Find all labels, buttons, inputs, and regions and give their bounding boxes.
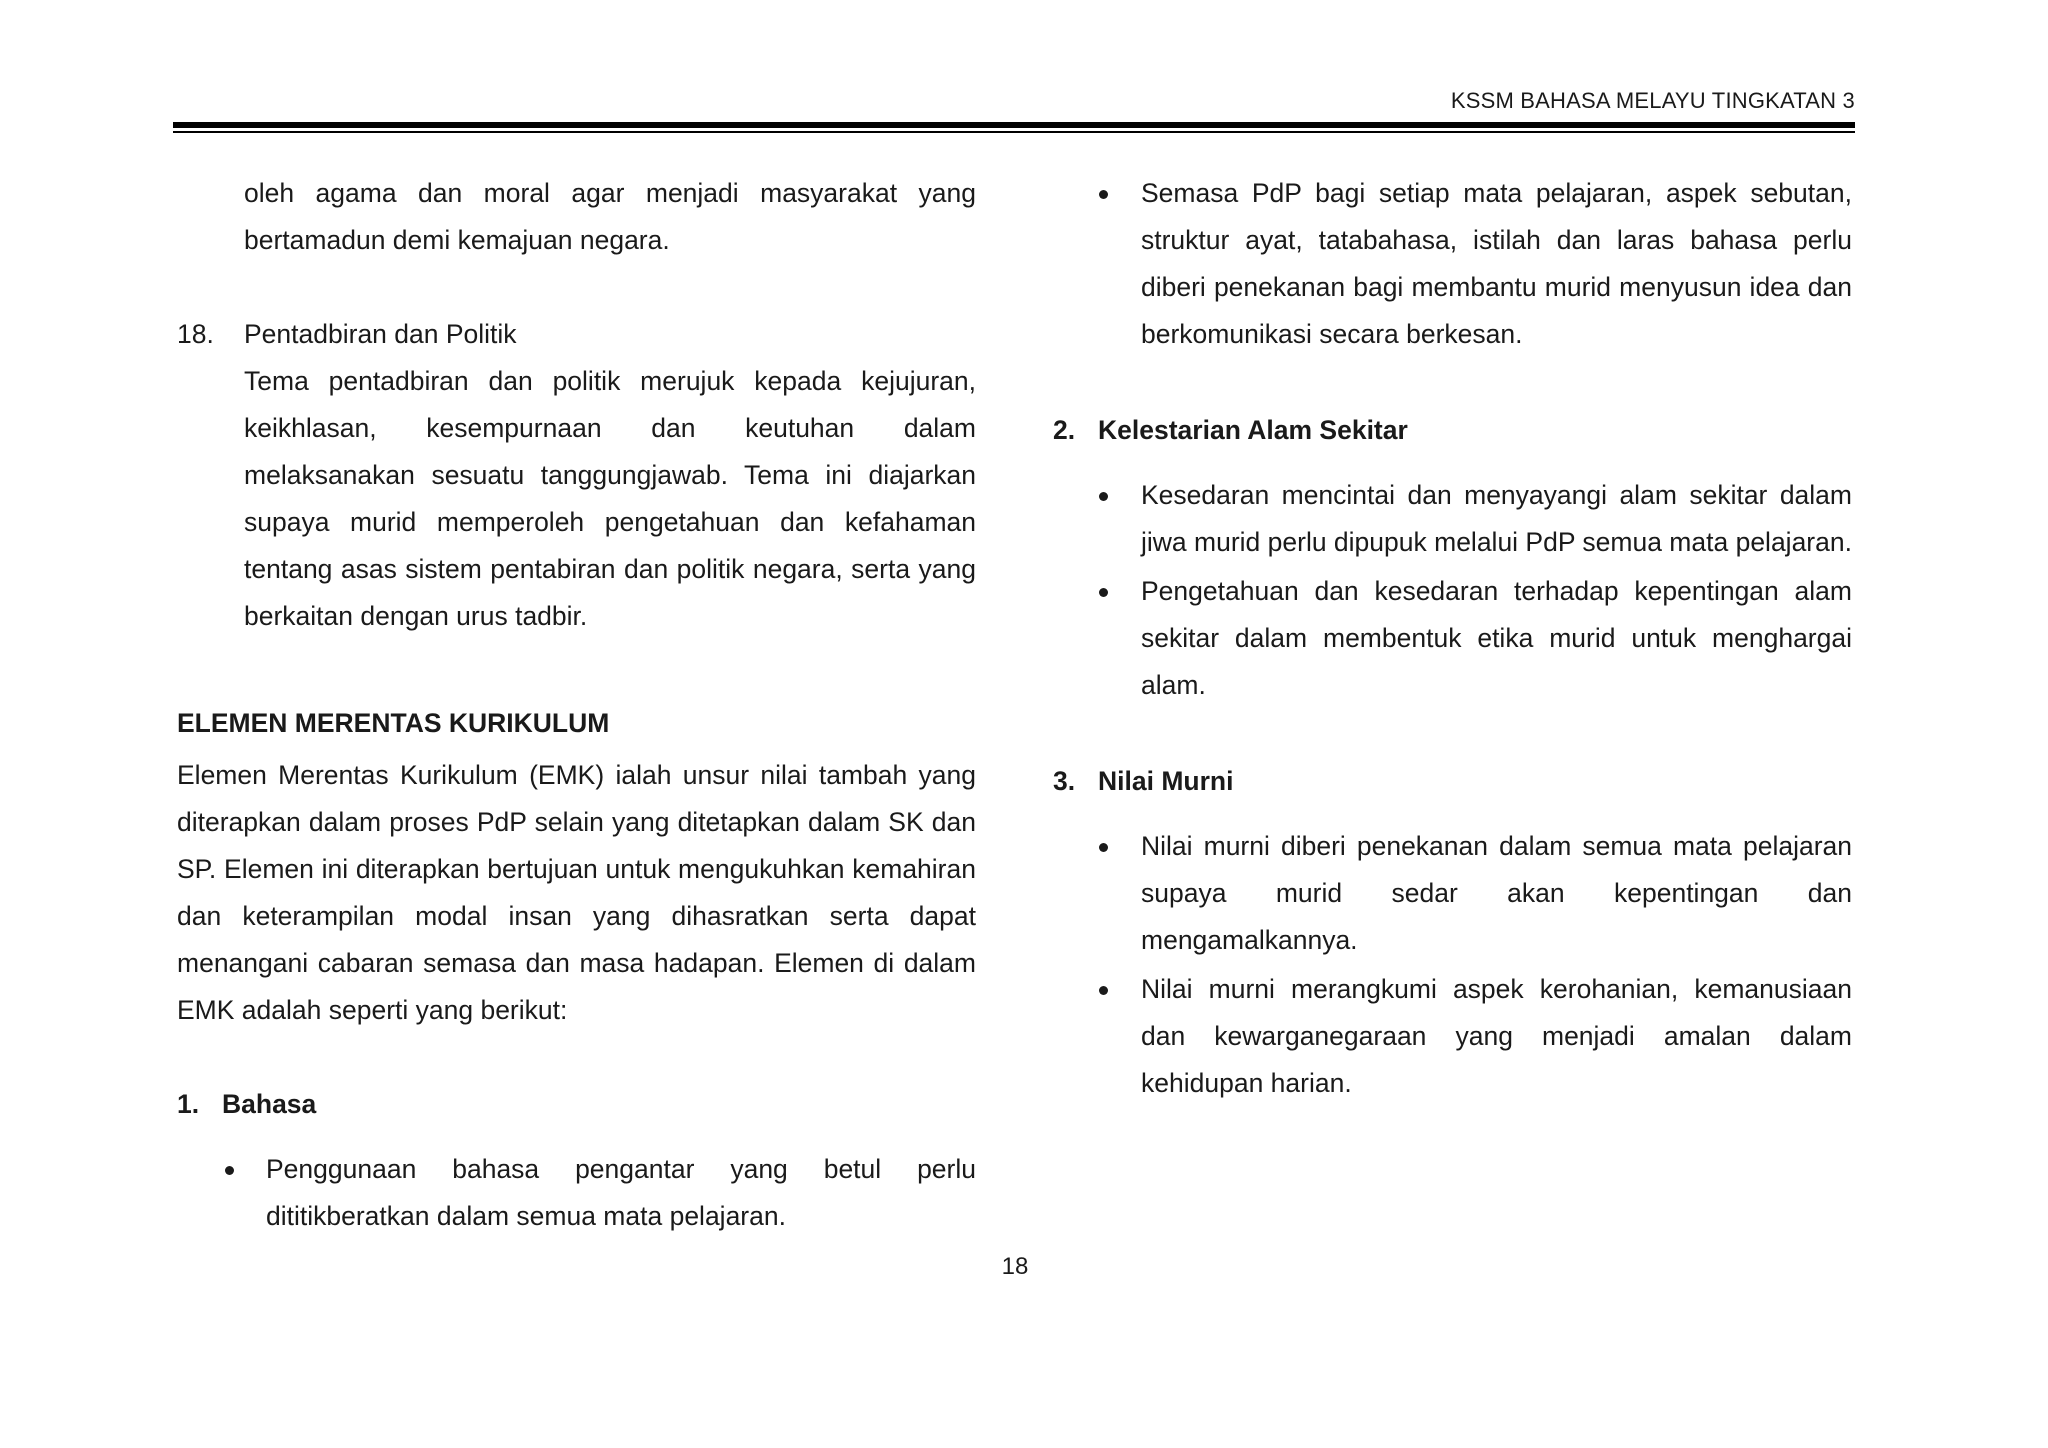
bullet-icon [225,1166,234,1175]
section-3-title: Nilai Murni [1098,766,1234,796]
item-18-title [177,311,976,358]
section-1-number: 1. [177,1089,200,1119]
bullet-icon [1099,492,1108,501]
list-item [177,1146,976,1240]
section-2-heading [1053,407,1852,454]
list-item [1053,823,1852,964]
list-item-text: Penggunaan bahasa pengantar yang betul perlu dititikberatkan dalam semua mata pelajaran. [266,1154,976,1231]
header-rule-thin [173,131,1855,133]
bullet-icon [1099,843,1108,852]
list-item-text: Pengetahuan dan kesedaran terhadap kepentingan alam sekitar dalam membentuk etika murid untuk menghargai alam. [1141,576,1852,700]
list-item [1053,170,1852,358]
list-item [1053,966,1852,1107]
item-18-title-text: Pentadbiran dan Politik [244,319,517,349]
right-column [1053,170,1852,1109]
section-1-heading [177,1081,976,1128]
page-number: 18 [1001,1253,1029,1280]
section-1-bullet-list [177,1146,976,1240]
emk-heading: ELEMEN MERENTAS KURIKULUM [177,708,610,738]
continuation-paragraph: oleh agama dan moral agar menjadi masyarakat yang bertamadun demi kemajuan negara. [244,178,976,255]
bullet-icon [1099,190,1108,199]
section-2-bullet-list [1053,472,1852,709]
running-header: KSSM BAHASA MELAYU TINGKATAN 3 [1450,88,1855,113]
bullet-icon [1099,986,1108,995]
list-item [1053,472,1852,566]
item-18-paragraph: Tema pentadbiran dan politik merujuk kepada kejujuran, keikhlasan, kesempurnaan dan keutuhan dalam melaksanakan sesuatu tanggungjawab. Tema ini diajarkan supaya murid memperoleh pengetahuan dan kefahaman tentang asas sistem pentabiran dan politik negara, serta yang berkaitan dengan urus tadbir. [244,366,976,631]
list-item-text: Semasa PdP bagi setiap mata pelajaran, aspek sebutan, struktur ayat, tatabahasa, istilah dan laras bahasa perlu diberi penekanan bagi membantu murid menyusun idea dan berkomunikasi secara berkesan. [1141,178,1852,349]
section-2-title: Kelestarian Alam Sekitar [1098,415,1408,445]
section-1-cont-bullet-list [1053,170,1852,358]
section-3-heading [1053,758,1852,805]
bullet-icon [1099,588,1108,597]
section-1-title: Bahasa [222,1089,317,1119]
item-18-number: 18. [177,319,214,349]
list-item-text: Nilai murni merangkumi aspek kerohanian, kemanusiaan dan kewarganegaraan yang menjadi amalan dalam kehidupan harian. [1141,974,1852,1098]
header-rule-thick [173,122,1855,128]
emk-intro-paragraph: Elemen Merentas Kurikulum (EMK) ialah unsur nilai tambah yang diterapkan dalam proses PdP selain yang ditetapkan dalam SK dan SP. Elemen ini diterapkan bertujuan untuk mengukuhkan kemahiran dan keterampilan modal insan yang dihasratkan serta dapat menangani cabaran semasa dan masa hadapan. Elemen di dalam EMK adalah seperti yang berikut: [177,760,976,1025]
section-2-number: 2. [1053,415,1076,445]
left-column [177,170,976,1242]
section-3-bullet-list [1053,823,1852,1107]
list-item-text: Kesedaran mencintai dan menyayangi alam sekitar dalam jiwa murid perlu dipupuk melalui PdP semua mata pelajaran. [1141,480,1852,557]
section-3-number: 3. [1053,766,1076,796]
list-item-text: Nilai murni diberi penekanan dalam semua mata pelajaran supaya murid sedar akan kepentingan dan mengamalkannya. [1141,831,1852,955]
list-item [1053,568,1852,709]
